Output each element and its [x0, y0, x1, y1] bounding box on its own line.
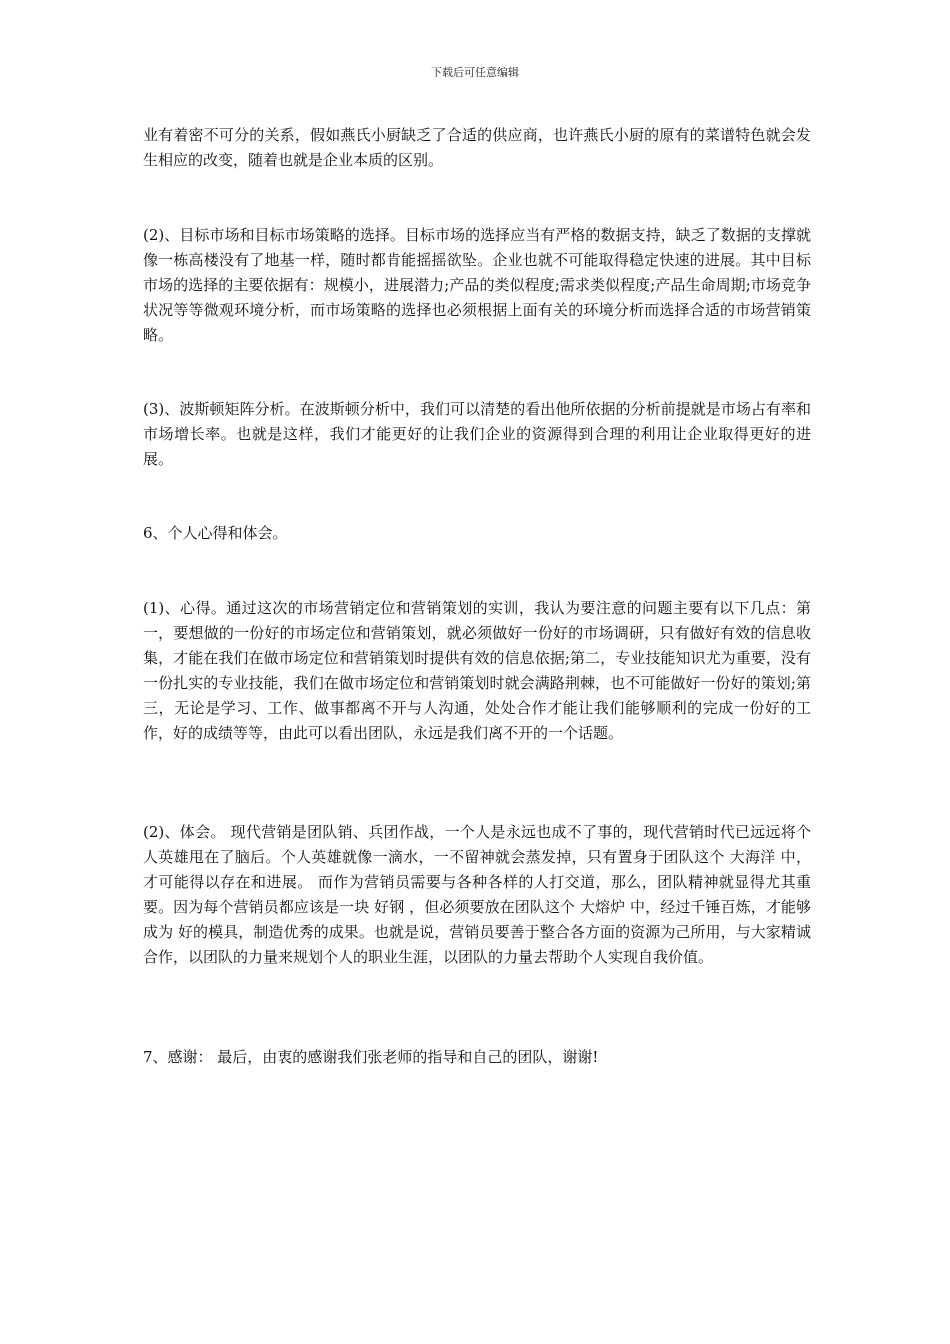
- paragraph-insights: (1)、心得。通过这次的市场营销定位和营销策划的实训，我认为要注意的问题主要有以下几点：第一，要想做的一份好的市场定位和营销策划，就必须做好一份好的市场调研，只有做好有效的信息收集，才能在我们在做市场定位和营销策划时提供有效的信息依据;第二，专业技能知识尤为重要，没有一份扎实的专业技能，我们在做市场定位和营销策划时就会满路荆棘，也不可能做好一份好的策划;第三，无论是学习、工作、做事都离不开与人沟通，处处合作才能让我们能够顺利的完成一份好的工作，好的成绩等等，由此可以看出团队，永远是我们离不开的一个话题。: [143, 599, 811, 742]
- paragraph-supplier-relationship: 业有着密不可分的关系，假如燕氏小厨缺乏了合适的供应商，也许燕氏小厨的原有的菜谱特色就会发生相应的改变，随着也就是企业本质的区别。: [143, 126, 811, 169]
- paragraph-experience: (2)、体会。 现代营销是团队销、兵团作战，一个人是永远也成不了事的，现代营销时代已远远将个人英雄甩在了脑后。个人英雄就像一滴水，一不留神就会蒸发掉，只有置身于团队这个 大海洋 中，才可能得以存在和进展。 而作为营销员需要与各种各样的人打交道，那么，团队精神就显得尤其重要。因为每个营销员都应该是一块 好钢 ，但必须要放在团队这个 大熔炉 中，经过千锤百炼，才能够成为 好的模具，制造优秀的成果。也就是说，营销员要善于整合各方面的资源为己所用，与大家精诚合作，以团队的力量来规划个人的职业生涯，以团队的力量去帮助个人实现自我价值。: [143, 823, 811, 966]
- section-heading-personal-reflection: 6、个人心得和体会。: [143, 524, 288, 542]
- paragraph-bcg-matrix: (3)、波斯顿矩阵分析。在波斯顿分析中，我们可以清楚的看出他所依据的分析前提就是市场占有率和市场增长率。也就是这样，我们才能更好的让我们企业的资源得到合理的利用让企业取得更好的进展。: [143, 400, 811, 468]
- paragraph-thanks: 7、感谢： 最后，由衷的感谢我们张老师的指导和自己的团队，谢谢!: [143, 1048, 599, 1066]
- page-header-caption: 下载后可任意编辑: [431, 66, 519, 79]
- paragraph-target-market: (2)、目标市场和目标市场策略的选择。目标市场的选择应当有严格的数据支持，缺乏了数据的支撑就像一栋高楼没有了地基一样，随时都肯能摇摇欲坠。企业也就不可能取得稳定快速的进展。其中目标市场的选择的主要依据有：规模小，进展潜力;产品的类似程度;需求类似程度;产品生命周期;市场竞争状况等等微观环境分析，而市场策略的选择也必须根据上面有关的环境分析而选择合适的市场营销策略。: [143, 226, 811, 344]
